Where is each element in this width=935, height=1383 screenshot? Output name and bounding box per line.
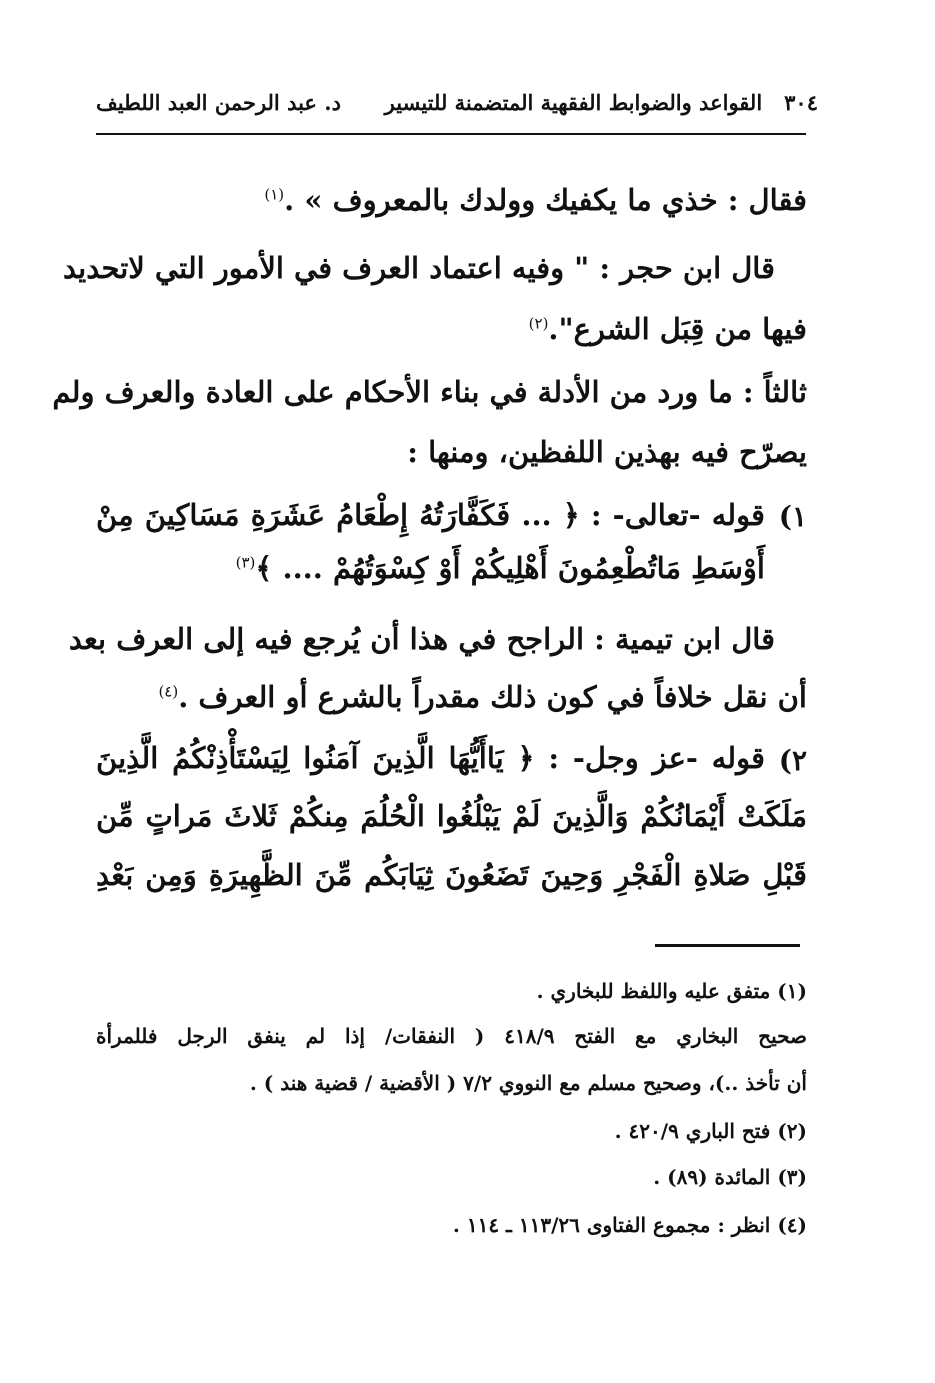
footnote-3: (٣) المائدة (٨٩) . xyxy=(653,1165,807,1189)
footnote-ref: (١) xyxy=(264,185,285,204)
list-number: ٢) xyxy=(778,744,807,777)
footnote-2: (٢) فتح الباري ٤٢٠/٩ . xyxy=(614,1119,807,1143)
footnote-1-cont: صحيح البخاري مع الفتح ٤١٨/٩ ( النفقات/ إذا لم ينفق الرجل فللمرأة xyxy=(96,1024,807,1048)
list-item-line: قَبْلِ صَلاةِ الْفَجْرِ وَحِينَ تَضَعُونَ ثِيَابَكُم مِّنَ الظَّهِيرَةِ وَمِن بَعْدِ xyxy=(96,858,807,892)
body-line: يصرّح فيه بهذين اللفظين، ومنها : xyxy=(407,435,807,469)
page-number: ٣٠٤ xyxy=(784,89,818,115)
footnote-rule xyxy=(655,944,800,947)
list-number: ١) xyxy=(778,500,807,533)
list-item-line: مَلَكَتْ أَيْمَانُكُمْ وَالَّذِينَ لَمْ يَبْلُغُوا الْحُلُمَ مِنكُمْ ثَلاثَ مَراتٍ مِّن xyxy=(96,799,807,833)
footnote-ref: (٤) xyxy=(158,682,179,701)
body-line: قال ابن تيمية : الراجح في هذا أن يُرجع فيه إلى العرف بعد xyxy=(68,622,775,656)
footnote-ref: (٣) xyxy=(235,553,256,572)
running-header xyxy=(96,82,818,122)
body-line: قال ابن حجر : " وفيه اعتماد العرف في الأمور التي لاتحديد xyxy=(62,251,775,285)
footnote-ref: (٢) xyxy=(528,314,549,333)
body-line: فيها من قِبَل الشرع".$^{(٢)}$ xyxy=(528,312,807,346)
list-item-line: أَوْسَطِ مَاتُطْعِمُونَ أَهْلِيكُمْ أَوْ كِسْوَتُهُمْ .... ﴾$^{(٣)}$ xyxy=(235,551,765,585)
body-line: أن نقل خلافاً في كون ذلك مقدراً بالشرع أو العرف .$^{(٤)}$ xyxy=(158,680,807,714)
footnote-1: (١) متفق عليه واللفظ للبخاري . xyxy=(536,979,807,1003)
body-line: ثالثاً : ما ورد من الأدلة في بناء الأحكام على العادة والعرف ولم xyxy=(52,375,807,409)
author-name: د. عبد الرحمن العبد اللطيف xyxy=(96,89,341,115)
body-line: فقال : خذي ما يكفيك وولدك بالمعروف » .$^{(١)}$ xyxy=(264,183,807,217)
list-item-line: قوله -عز وجل- : ﴿ يَاأَيُّهَا الَّذِينَ آمَنُوا لِيَسْتَأْذِنْكُمُ الَّذِينَ xyxy=(96,741,765,775)
footnote-4: (٤) انظر : مجموع الفتاوى ١١٣/٢٦ ـ ١١٤ . xyxy=(452,1213,807,1237)
header-rule xyxy=(96,133,806,135)
book-title: القواعد والضوابط الفقهية المتضمنة للتيسير xyxy=(384,89,763,115)
list-item-line: قوله -تعالى- : ﴿ ... فَكَفَّارَتُهُ إِطْعَامُ عَشَرَةِ مَسَاكِينَ مِنْ xyxy=(96,498,765,532)
footnote-1-cont: أن تأخذ ..)، وصحيح مسلم مع النووي ٧/٢ ( الأقضية / قضية هند ) . xyxy=(249,1071,807,1095)
